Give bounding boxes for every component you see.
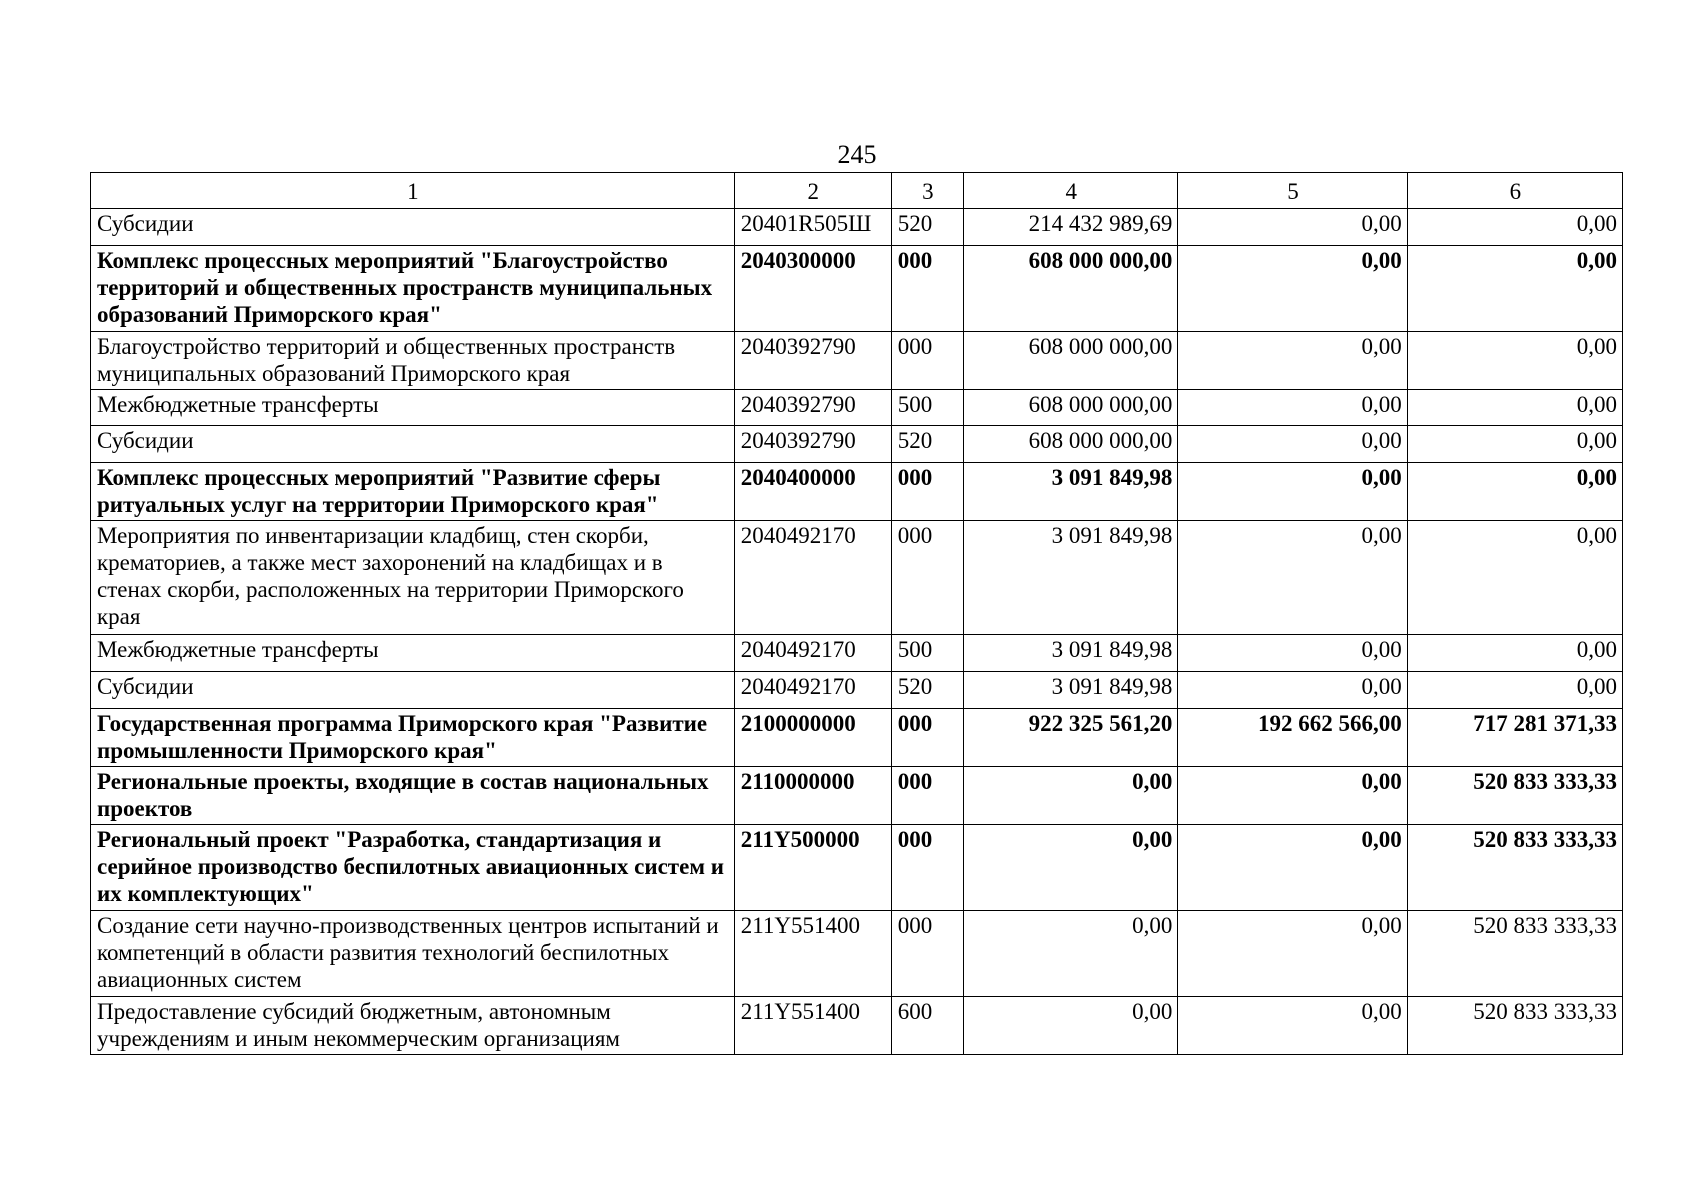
row-value-4: 3 091 849,98 — [964, 521, 1178, 635]
row-value-6: 0,00 — [1407, 635, 1622, 672]
row-value-6: 520 833 333,33 — [1407, 767, 1622, 825]
row-kvr: 000 — [891, 246, 963, 332]
row-name: Благоустройство территорий и общественных пространств муниципальных образований Приморского края — [91, 332, 735, 390]
row-kvr: 500 — [891, 390, 963, 426]
row-value-6: 0,00 — [1407, 332, 1622, 390]
row-name: Комплекс процессных мероприятий "Развитие сферы ритуальных услуг на территории Приморского края" — [91, 463, 735, 521]
row-value-6: 0,00 — [1407, 521, 1622, 635]
page-number: 245 — [837, 140, 877, 169]
table-row — [91, 911, 1623, 997]
header-col-1: 1 — [91, 173, 735, 209]
row-code: 211Y551400 — [734, 997, 891, 1055]
table-row — [91, 825, 1623, 911]
row-value-4: 3 091 849,98 — [964, 463, 1178, 521]
row-kvr: 000 — [891, 332, 963, 390]
row-kvr: 520 — [891, 672, 963, 709]
row-kvr: 000 — [891, 521, 963, 635]
row-value-4: 922 325 561,20 — [964, 709, 1178, 767]
row-kvr: 000 — [891, 709, 963, 767]
row-name: Межбюджетные трансферты — [91, 635, 735, 672]
row-value-4: 3 091 849,98 — [964, 635, 1178, 672]
table-row — [91, 332, 1623, 390]
row-value-5: 0,00 — [1178, 825, 1407, 911]
row-value-6: 0,00 — [1407, 426, 1622, 463]
table-row — [91, 635, 1623, 672]
header-col-4: 4 — [964, 173, 1178, 209]
row-name: Создание сети научно-производственных центров испытаний и компетенций в области развития технологий беспилотных авиационных систем — [91, 911, 735, 997]
row-value-5: 0,00 — [1178, 332, 1407, 390]
row-kvr: 000 — [891, 911, 963, 997]
table-body — [91, 209, 1623, 1055]
row-name: Региональные проекты, входящие в состав национальных проектов — [91, 767, 735, 825]
row-value-5: 0,00 — [1178, 997, 1407, 1055]
row-name: Государственная программа Приморского края "Развитие промышленности Приморского края" — [91, 709, 735, 767]
row-value-4: 0,00 — [964, 997, 1178, 1055]
row-value-6: 520 833 333,33 — [1407, 911, 1622, 997]
table-row — [91, 246, 1623, 332]
row-value-6: 520 833 333,33 — [1407, 997, 1622, 1055]
row-value-6: 0,00 — [1407, 463, 1622, 521]
row-name: Субсидии — [91, 209, 735, 246]
row-code: 20401R505Ш — [734, 209, 891, 246]
row-value-4: 214 432 989,69 — [964, 209, 1178, 246]
row-value-6: 0,00 — [1407, 246, 1622, 332]
table-row — [91, 209, 1623, 246]
header-col-2: 2 — [734, 173, 891, 209]
row-code: 2040400000 — [734, 463, 891, 521]
row-kvr: 520 — [891, 209, 963, 246]
row-value-5: 0,00 — [1178, 209, 1407, 246]
table-row — [91, 463, 1623, 521]
header-col-6: 6 — [1407, 173, 1622, 209]
row-code: 2040492170 — [734, 635, 891, 672]
row-value-5: 0,00 — [1178, 911, 1407, 997]
row-kvr: 000 — [891, 825, 963, 911]
row-value-4: 0,00 — [964, 825, 1178, 911]
row-value-5: 0,00 — [1178, 635, 1407, 672]
row-code: 2100000000 — [734, 709, 891, 767]
budget-table — [90, 172, 1623, 1055]
row-value-5: 0,00 — [1178, 672, 1407, 709]
row-name: Субсидии — [91, 672, 735, 709]
row-value-5: 0,00 — [1178, 246, 1407, 332]
header-col-5: 5 — [1178, 173, 1407, 209]
row-value-4: 608 000 000,00 — [964, 426, 1178, 463]
row-value-5: 0,00 — [1178, 521, 1407, 635]
row-code: 211Y551400 — [734, 911, 891, 997]
row-code: 2040392790 — [734, 390, 891, 426]
row-value-5: 0,00 — [1178, 426, 1407, 463]
row-value-5: 0,00 — [1178, 767, 1407, 825]
row-name: Субсидии — [91, 426, 735, 463]
row-value-5: 0,00 — [1178, 390, 1407, 426]
row-name: Предоставление субсидий бюджетным, автономным учреждениям и иным некоммерческим организациям — [91, 997, 735, 1055]
row-code: 2040392790 — [734, 426, 891, 463]
row-value-6: 520 833 333,33 — [1407, 825, 1622, 911]
row-value-5: 192 662 566,00 — [1178, 709, 1407, 767]
row-kvr: 520 — [891, 426, 963, 463]
row-value-6: 0,00 — [1407, 672, 1622, 709]
table-row — [91, 672, 1623, 709]
table-row — [91, 426, 1623, 463]
row-kvr: 600 — [891, 997, 963, 1055]
header-col-3: 3 — [891, 173, 963, 209]
row-code: 2040392790 — [734, 332, 891, 390]
row-name: Региональный проект "Разработка, стандартизация и серийное производство беспилотных авиационных систем и их комплектующих" — [91, 825, 735, 911]
table-row — [91, 767, 1623, 825]
row-value-4: 608 000 000,00 — [964, 390, 1178, 426]
table-row — [91, 709, 1623, 767]
row-value-4: 3 091 849,98 — [964, 672, 1178, 709]
table-row — [91, 521, 1623, 635]
row-name: Межбюджетные трансферты — [91, 390, 735, 426]
row-code: 2040300000 — [734, 246, 891, 332]
row-kvr: 500 — [891, 635, 963, 672]
row-code: 2040492170 — [734, 521, 891, 635]
row-value-4: 608 000 000,00 — [964, 246, 1178, 332]
row-name: Комплекс процессных мероприятий "Благоустройство территорий и общественных пространств муниципальных образований Приморского края" — [91, 246, 735, 332]
row-value-4: 608 000 000,00 — [964, 332, 1178, 390]
row-kvr: 000 — [891, 463, 963, 521]
row-value-6: 717 281 371,33 — [1407, 709, 1622, 767]
row-value-6: 0,00 — [1407, 390, 1622, 426]
row-value-4: 0,00 — [964, 767, 1178, 825]
row-value-4: 0,00 — [964, 911, 1178, 997]
row-name: Мероприятия по инвентаризации кладбищ, стен скорби, крематориев, а также мест захоронений на кладбищах и в стенах скорби, расположенных на территории Приморского края — [91, 521, 735, 635]
table-header-row — [91, 173, 1623, 209]
table-row — [91, 390, 1623, 426]
row-code: 2110000000 — [734, 767, 891, 825]
row-code: 2040492170 — [734, 672, 891, 709]
row-kvr: 000 — [891, 767, 963, 825]
row-value-5: 0,00 — [1178, 463, 1407, 521]
table-row — [91, 997, 1623, 1055]
row-value-6: 0,00 — [1407, 209, 1622, 246]
row-code: 211Y500000 — [734, 825, 891, 911]
